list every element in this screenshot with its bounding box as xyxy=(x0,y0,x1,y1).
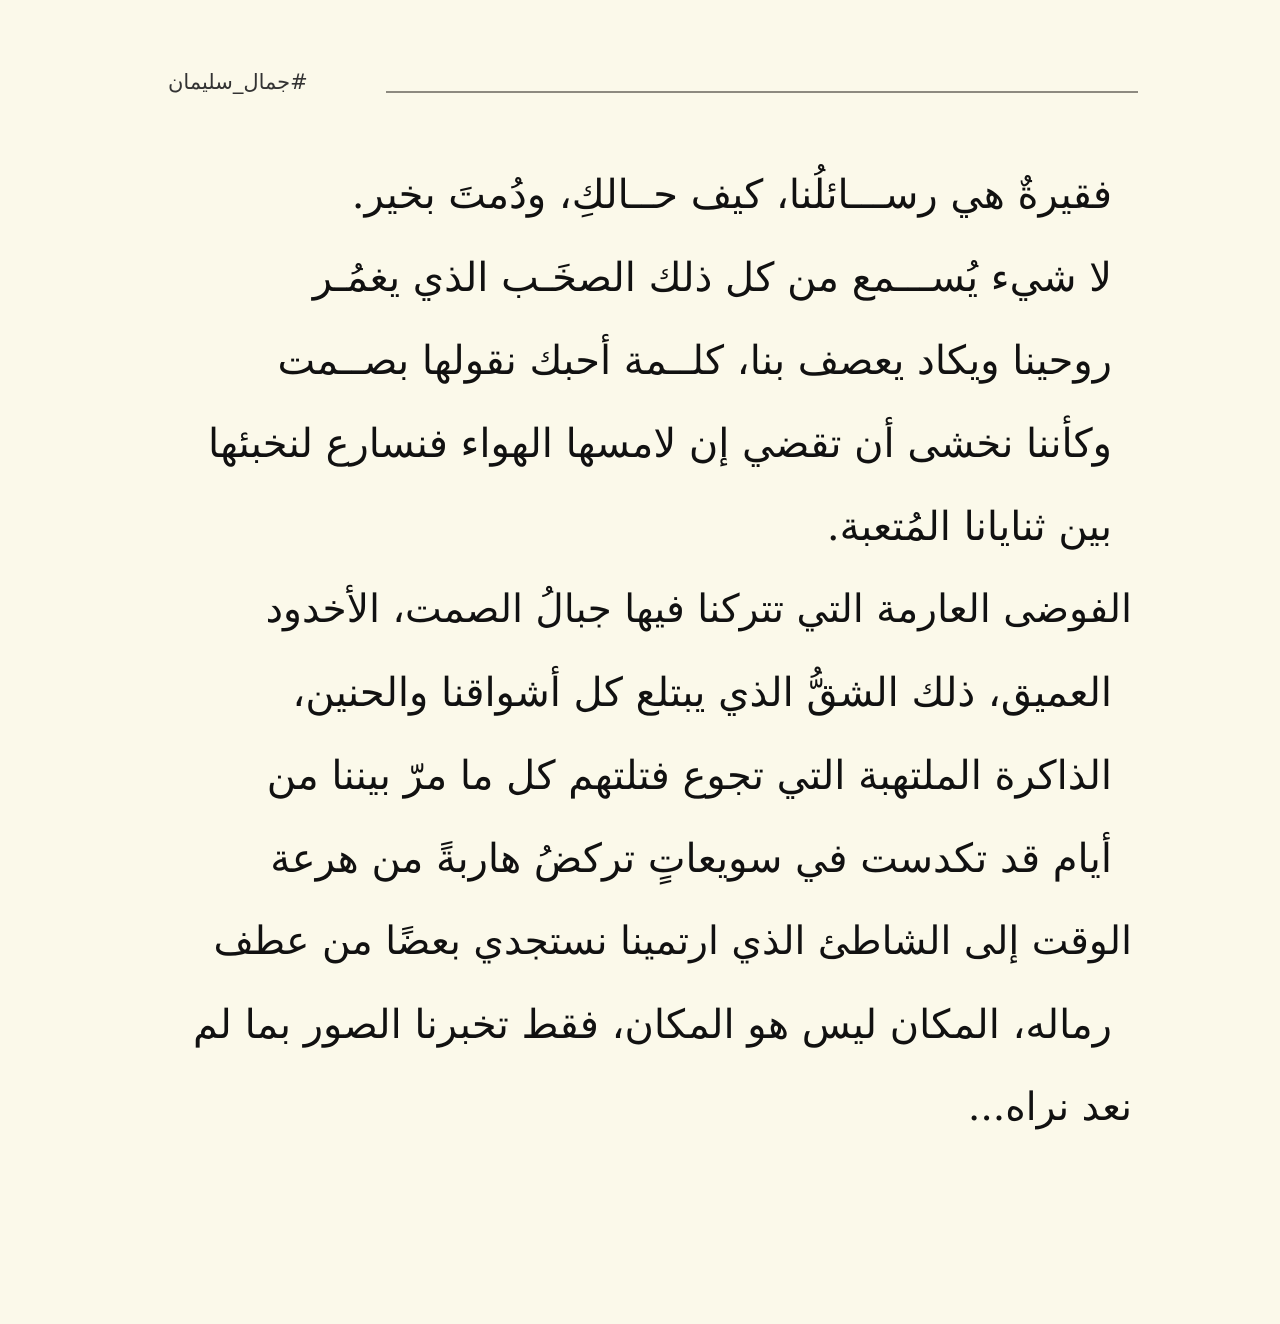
poem-line: الفوضى العارمة التي تتركنا فيها جبالُ الصمت، الأخدود xyxy=(265,587,1132,632)
poem-line: نعد نراه... xyxy=(967,1085,1132,1130)
poem-line: الذاكرة الملتهبة التي تجوع فتلتهم كل ما مرّ بيننا من xyxy=(266,753,1112,799)
hashtag-author: #جمال_سليمان xyxy=(168,70,308,94)
poem-line: روحينا ويكاد يعصف بنا، كلــمة أحبك نقولها بصــمت xyxy=(277,338,1112,384)
poem-line: وكأننا نخشى أن تقضي إن لامسها الهواء فنسارع لنخبئها xyxy=(208,421,1112,467)
poem-line: الوقت إلى الشاطئ الذي ارتمينا نستجدي بعضًا من عطف xyxy=(213,919,1132,964)
poem-text xyxy=(152,160,1132,1156)
poem-line: رماله، المكان ليس هو المكان، فقط تخبرنا الصور بما لم xyxy=(193,1002,1112,1048)
poem-line: فقيرةٌ هي رســـائلُنا، كيف حــالكِ، ودُمتَ بخير. xyxy=(351,172,1112,218)
poem-line: لا شيء يُســـمع من كل ذلك الصخَـب الذي يغمُـر xyxy=(312,255,1112,301)
poem-line: بين ثنايانا المُتعبة. xyxy=(826,504,1112,550)
poem-line: العميق، ذلك الشقُّ الذي يبتلع كل أشواقنا والحنين، xyxy=(292,670,1112,716)
poem-line: أيام قد تكدست في سويعاتٍ تركضُ هاربةً من هرعة xyxy=(270,836,1112,882)
header-divider xyxy=(386,91,1138,93)
